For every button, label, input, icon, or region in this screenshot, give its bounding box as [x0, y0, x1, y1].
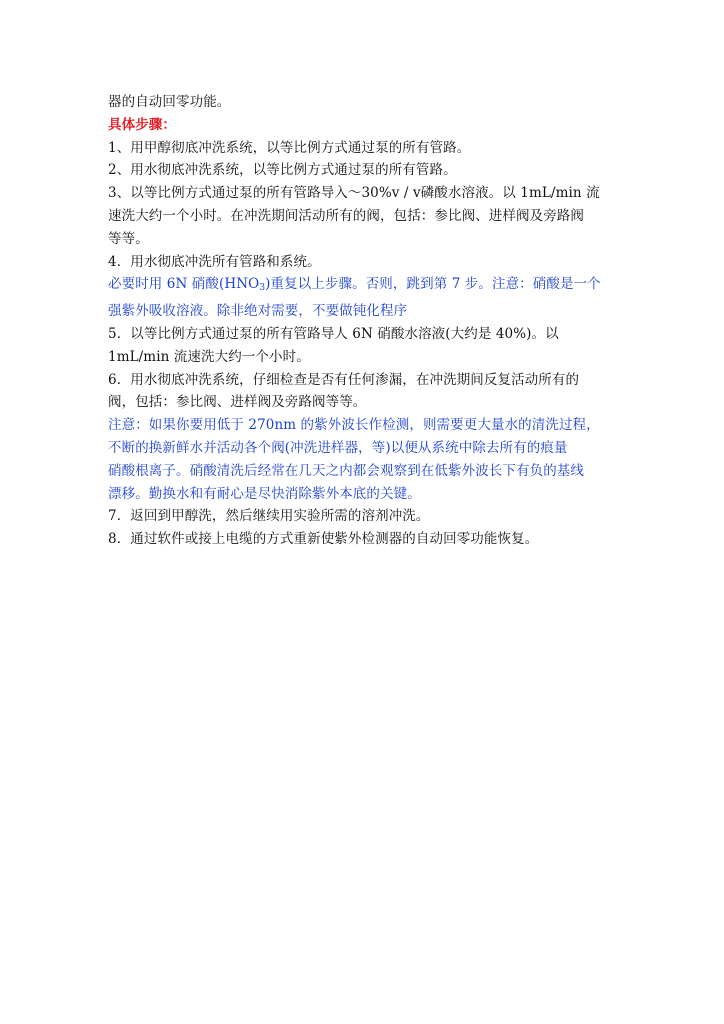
step-2-line: 2、用水彻底冲洗系统，以等比例方式通过泵的所有管路。 — [108, 162, 457, 179]
nitric-acid-note-line — [108, 273, 628, 300]
step-3-continued-line: 等等。 — [108, 230, 149, 247]
nitric-acid-note-line: 强紫外吸收溶液。除非绝对需要，不要做钝化程序 — [108, 303, 408, 320]
uv-note-line: 硝酸根离子。硝酸清洗后经常在几天之内都会观察到在低紫外波长下有负的基线 — [108, 462, 584, 479]
text-line: 器的自动回零功能。 — [108, 94, 231, 110]
step-6-line: 6．用水彻底冲洗系统，仔细检查是否有任何渗漏，在冲洗期间反复活动所有的 — [108, 371, 580, 388]
uv-note-line: 不断的换新鲜水并活动各个阀(冲洗进样器，等)以便从系统中除去所有的痕量 — [108, 439, 568, 456]
step-5-line: 5．以等比例方式通过泵的所有管路导人 6N 硝酸水溶液(大约是 40%)。以 — [108, 325, 559, 342]
section-heading: 具体步骤： — [108, 116, 176, 133]
nitric-acid-note-text: 必要时用 6N 硝酸(HNO — [108, 276, 260, 293]
step-4-line: 4．用水彻底冲洗所有管路和系统。 — [108, 253, 321, 270]
uv-note-line: 注意：如果你要用低于 270nm 的紫外波长作检测，则需要更大量水的清洗过程， — [108, 417, 600, 434]
step-3-continued-line: 速洗大约一个小时。在冲洗期间活动所有的阀，包括：参比阀、进样阀及旁路阀 — [108, 207, 584, 224]
nitric-acid-note-text-continued: )重复以上步骤。否则，跳到第 7 步。注意：硝酸是一个 — [265, 276, 601, 293]
step-8-line: 8．通过软件或接上电缆的方式重新使紫外检测器的自动回零功能恢复。 — [108, 531, 539, 548]
uv-note-line: 漂移。勤换水和有耐心是尽快消除紫外本底的关键。 — [108, 485, 421, 502]
step-5-continued-line: 1mL/min 流速洗大约一个小时。 — [108, 348, 310, 365]
step-7-line: 7．返回到甲醇洗，然后继续用实验所需的溶剂冲洗。 — [108, 508, 430, 525]
document-body — [108, 91, 628, 551]
step-6-continued-line: 阀，包括：参比阀、进样阀及旁路阀等等。 — [108, 394, 367, 411]
step-3-line: 3、以等比例方式通过泵的所有管路导入～30%v / v磷酸水溶液。以 1mL/min 流 — [108, 185, 600, 202]
step-1-line: 1、用甲醇彻底冲洗系统，以等比例方式通过泵的所有管路。 — [108, 139, 471, 156]
hno3-subscript: 3 — [259, 283, 266, 294]
